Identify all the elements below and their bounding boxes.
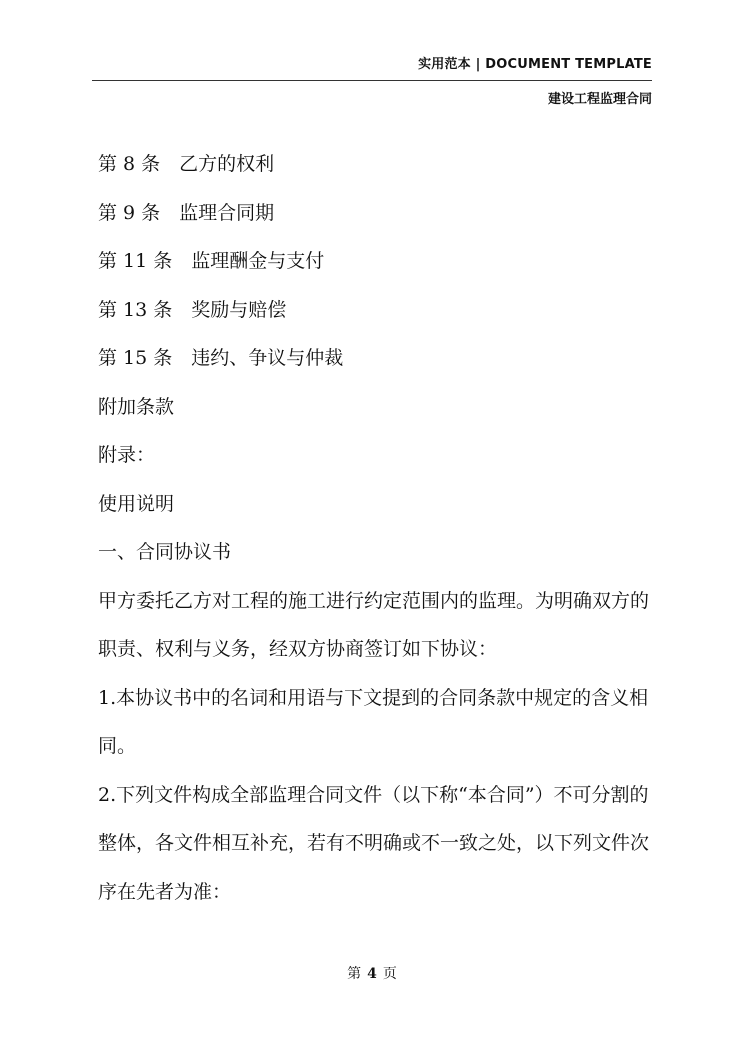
paragraph-line: 同。 — [98, 735, 137, 757]
paragraph-line: 甲方委托乙方对工程的施工进行约定范围内的监理。为明确双方的 — [98, 589, 650, 612]
paragraph-line: 1.本协议书中的名词和用语与下文提到的合同条款中规定的含义相 — [98, 686, 649, 709]
toc-item-article-15: 第 15 条 违约、争议与仲裁 — [98, 347, 344, 369]
page-number: 4 — [367, 966, 377, 982]
toc-item-instructions: 使用说明 — [98, 492, 175, 515]
toc-item-article-13: 第 13 条 奖励与赔偿 — [98, 298, 287, 321]
toc-item-appendix: 附录： — [98, 444, 156, 466]
paragraph-line: 整体，各文件相互补充，若有不明确或不一致之处，以下列文件次 — [98, 832, 650, 854]
section-heading: 一、合同协议书 — [98, 541, 232, 563]
toc-item-article-11: 第 11 条 监理酬金与支付 — [98, 250, 325, 272]
header-subtitle: 建设工程监理合同 — [547, 92, 652, 107]
page-number-prefix: 第 — [347, 966, 362, 982]
toc-item-additional-clauses: 附加条款 — [98, 395, 175, 418]
toc-item-article-8: 第 8 条 乙方的权利 — [98, 153, 275, 175]
page-footer — [0, 963, 744, 983]
paragraph-line: 职责、权利与义务，经双方协商签订如下协议： — [98, 638, 498, 660]
paragraph-line: 序在先者为准： — [98, 880, 232, 903]
header-title: 实用范本 | DOCUMENT TEMPLATE — [418, 57, 652, 72]
header-divider — [92, 80, 652, 81]
page-number-suffix: 页 — [382, 966, 397, 982]
document-body — [98, 140, 658, 916]
paragraph-line: 2.下列文件构成全部监理合同文件（以下称“本合同”）不可分割的 — [98, 783, 649, 806]
toc-item-article-9: 第 9 条 监理合同期 — [98, 201, 275, 224]
